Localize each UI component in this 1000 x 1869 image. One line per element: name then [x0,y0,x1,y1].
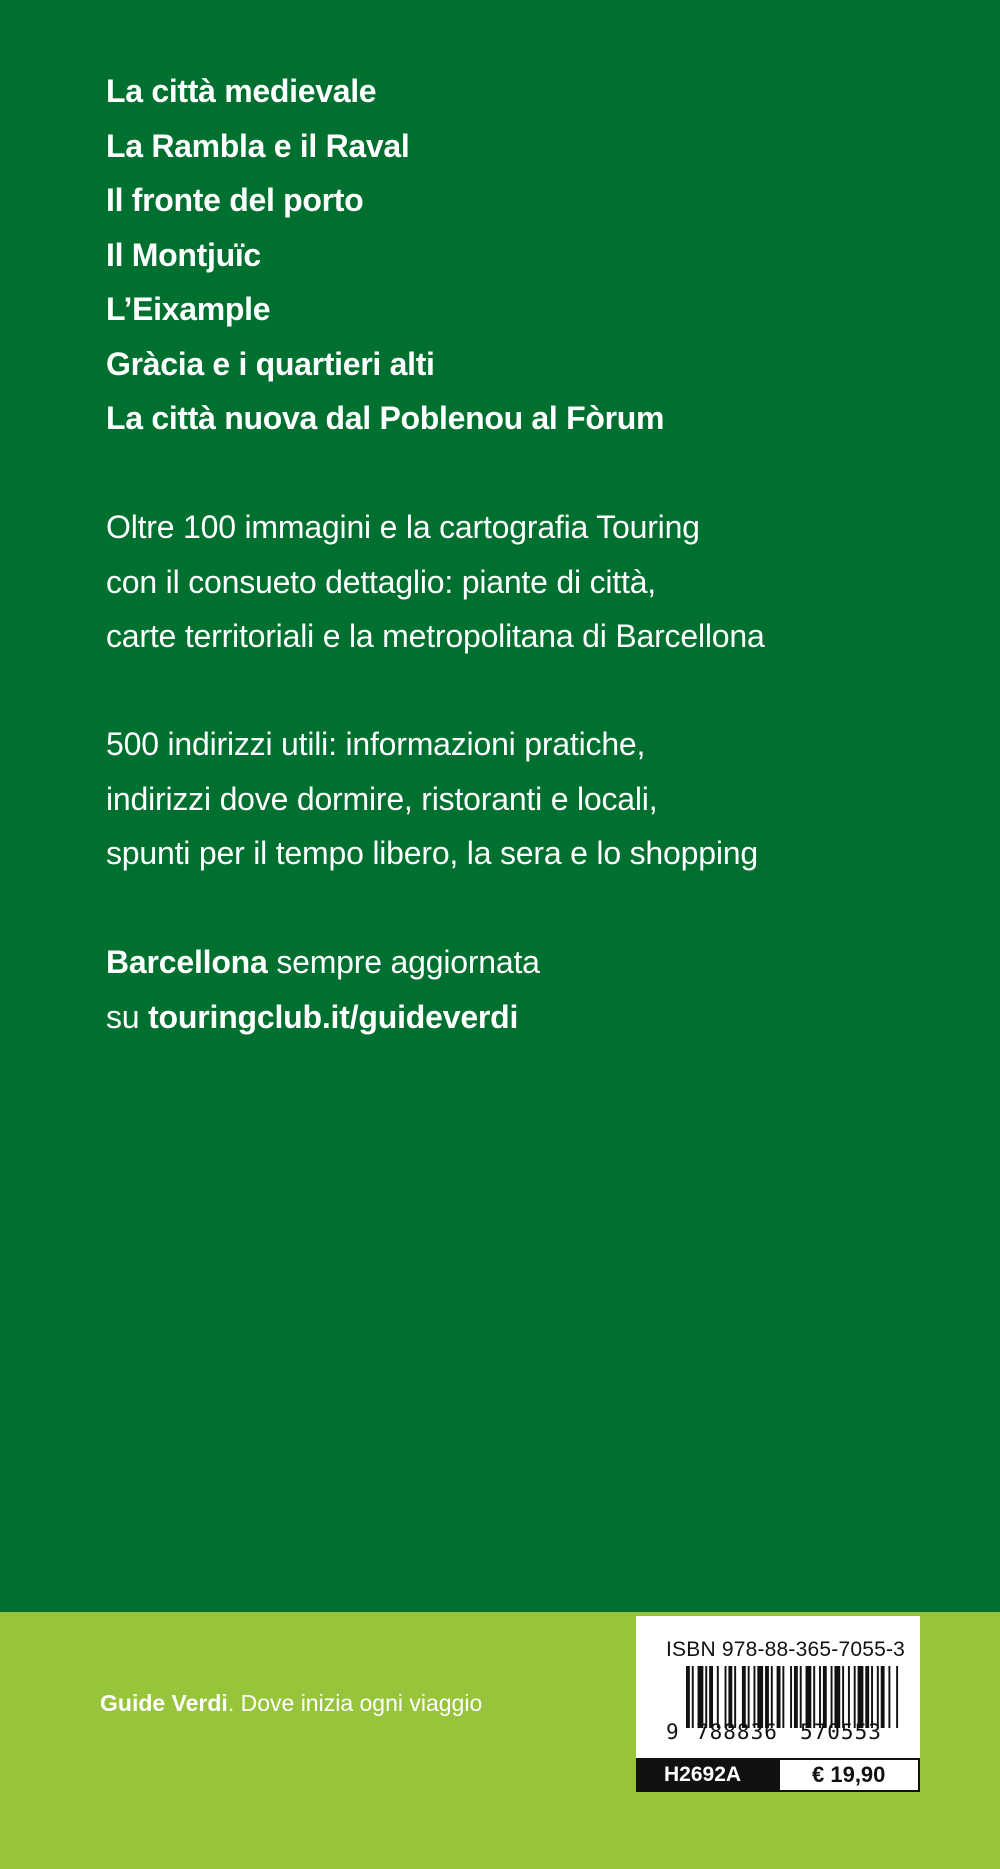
product-code: H2692A [636,1758,778,1792]
website-url: touringclub.it/guideverdi [148,998,519,1035]
website-note [106,935,540,1044]
url-prefix: su [106,998,149,1035]
chapter-item: La Rambla e il Raval [106,127,410,164]
paragraph-line: Oltre 100 immagini e la cartografia Touring [106,509,700,545]
chapter-list [106,64,664,446]
tagline: . Dove inizia ogni viaggio [227,1690,483,1716]
barcode-icon [686,1666,900,1728]
barcode-digits-right: 570553 [800,1720,882,1744]
brand-name: Guide Verdi [100,1690,228,1716]
chapter-item: La città medievale [106,73,377,109]
barcode-panel [636,1616,920,1758]
series-slogan [100,1690,482,1717]
price-tag: € 19,90 [778,1758,920,1792]
paragraph-line: 500 indirizzi utili: informazioni pratiche, [106,726,646,762]
paragraph-line: con il consueto dettaglio: piante di città, [106,563,656,600]
paragraph-line: indirizzi dove dormire, ristoranti e locali, [106,780,658,817]
addresses-paragraph [106,717,758,881]
images-paragraph [106,500,765,664]
paragraph-line: carte territoriali e la metropolitana di Barcellona [106,618,765,654]
update-text: sempre aggiornata [267,944,540,980]
barcode-digit-first: 9 [666,1720,679,1744]
barcode-digits-left: 788836 [696,1720,778,1744]
paragraph-line: spunti per il tempo libero, la sera e lo shopping [106,835,758,871]
chapter-item: L’Eixample [106,291,271,327]
chapter-item: Il fronte del porto [106,182,364,218]
chapter-item: Gràcia e i quartieri alti [106,345,435,382]
isbn-label: ISBN 978-88-365-7055-3 [666,1638,906,1661]
website-note-line-2 [106,990,540,1045]
chapter-item: Il Montjuïc [106,236,261,273]
website-note-line-1 [106,935,540,990]
city-name: Barcellona [106,944,268,980]
chapter-item: La città nuova dal Poblenou al Fòrum [106,400,665,436]
